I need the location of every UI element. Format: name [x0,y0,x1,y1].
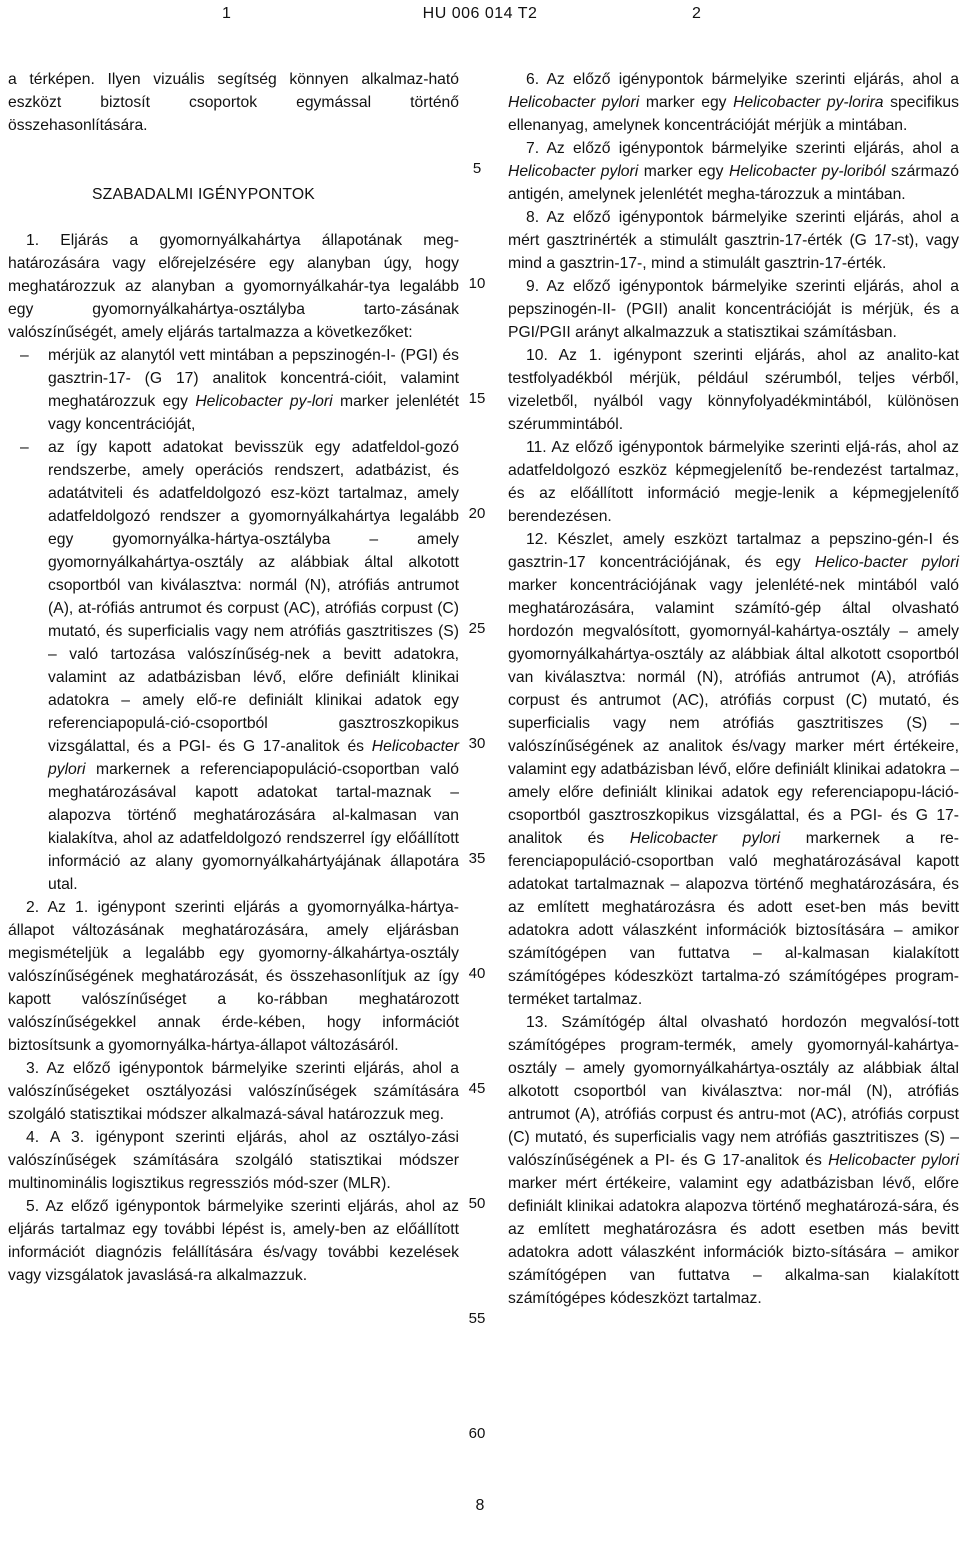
line-number: 50 [468,1195,486,1212]
claim-1-intro: 1. Eljárás a gyomornyálkahártya állapotának meg-határozására vagy előrejelzésére egy alanyban úgy, hogy meghatározzuk az alanyban a gyomornyálkahár-tya legalább egy gyomornyálkahártya-osztályba tarto-zásának valószínűségét, amely eljárás tartalmazza a következőket: [8,232,459,341]
claim-9: 9. Az előző igénypontok bármelyike szerinti eljárás, ahol a pepszinogén-II- (PGII) analit koncentrációját is mérjük, és a PGI/PGII arányt alkalmazzuk a statisztikai számításban. [508,278,959,341]
header-left-page-number: 1 [222,5,231,22]
line-number: 10 [468,275,486,292]
line-number: 5 [472,160,482,177]
left-column [8,68,459,1287]
claim-13: 13. Számítógép által olvasható hordozón megvalósí-tott számítógépes program-termék, amely gyomornyál-kahártya-osztály – amely gyomornyálkahártya-osztály az alábbiak által alkotott csoportból van kiválasztva: nor-mál (N), atrófiás antrumot (A), atrófiás corpust és antru-mot (AC), atrófiás corpust (C) mutató, és superficialis vagy nem atrófiás gasztritiszes (S) – valószínűségének a PI- és G 17-analitok és Helicobacter pylori marker mért értékeire, valamint egy adatbázisban lévő, előre definiált klinikai adatokra alapozva történő meghatározá-sára, és az említett meghatározásra és adott esetben más bevitt adatokra adott válaszként információk bizto-sítására – amikor számítógépen van futtatva – alkalma-san kialakított számítógépes kódeszközt tartalmaz. [508,1014,959,1307]
claim-11: 11. Az előző igénypontok bármelyike szerinti eljá-rás, ahol az adatfeldolgozó eszköz képmegjelenítő be-rendezést tartalmaz, és az előállított információ megje-lenik a képmegjelenítő berendezésen. [508,439,959,525]
footer-page-number: 8 [475,1497,485,1514]
claim-3: 3. Az előző igénypontok bármelyike szerinti eljárás, ahol a valószínűségeket osztályozási valószínűségek számítására szolgáló statisztikai módszer alkalmazá-sával határozzuk meg. [8,1060,459,1123]
line-number: 15 [468,390,486,407]
claim-5: 5. Az előző igénypontok bármelyike szerinti eljárás, ahol az eljárás tartalmaz egy további lépést is, amely-ben az előállított információt diagnózis felállítására és/vagy további kezelések vagy vizsgálatok javaslásá-ra alkalmazzuk. [8,1198,459,1284]
claim-6: 6. Az előző igénypontok bármelyike szerinti eljárás, ahol a Helicobacter pylori marker egy Helicobacter py-lorira specifikus ellenanyag, amelynek koncentrációját mérjük a mintában. [508,71,959,134]
claim-7: 7. Az előző igénypontok bármelyike szerinti eljárás, ahol a Helicobacter pylori marker egy Helicobacter py-loriból származó antigén, amelynek jelenlétét megha-tározzuk a mintában. [508,140,959,203]
page-header [0,0,960,38]
header-right-page-number: 2 [692,5,701,22]
line-number: 25 [468,620,486,637]
claim-12: 12. Készlet, amely eszközt tartalmaz a pepszino-gén-I és gasztrin-17 koncentrációjának, és egy Helico-bacter pylori marker koncentrációjának vagy jelenlété-nek mintából való meghatározására, valamint számító-gép által olvasható hordozón megvalósított, gyomornyál-kahártya-osztály – amely gyomornyálkahártya-osztály az alábbiak által alkotott csoportból van kiválasztva: normál (N), atrófiás antrumot (A), atrófiás corpust és antrumot (AC), atrófiás corpust (C) mutató, és superficialis vagy nem atrófiás gasztritiszes (S) – valószínűségének az analitok és/vagy marker mért értékeire, valamint egy adatbázisban lévő, előre definiált klinikai adatokra – amely előre definiált klinikai adatok egy referenciapopu-láció-csoportból gasztroszkopikus vizsgálattal, és a PGI- és G 17-analitok és Helicobacter pylori markernek a re-ferenciapopuláció-csoportban való meghatározásával kapott adatokat tartalmaznak – alapozva történő meghatározására, és az említett meghatározásra és adott eset-ben más bevitt adatokra adott válaszként információk biztosítására – amikor számítógépen van futtatva – al-kalmasan kialakított számítógépes kódeszközt tartalma-zó számítógépes program-terméket tartalmaz. [508,531,960,1008]
line-number: 40 [468,965,486,982]
right-column [508,68,959,1310]
claim-1-step-1: – mérjük az alanytól vett mintában a pepszinogén-I- (PGI) és gasztrin-17- (G 17) analitok koncentrá-cióit, valamint meghatározzuk egy Helicobacter py-lori marker jelenlétét vagy koncentrációját, [8,344,459,436]
claim-10: 10. Az 1. igénypont szerinti eljárás, ahol az analito-kat testfolyadékból mérjük, például szérumból, teljes vérből, vizeletből, nyálból vagy könnyfolyadékmintából, különösen szérummintából. [508,347,959,433]
line-number: 30 [468,735,486,752]
claim-2: 2. Az 1. igénypont szerinti eljárás a gyomornyálka-hártya-állapot változásának meghatározására, amely eljárásban megismételjük a legalább egy gyomorny-álkahártya-osztály valószínűségének meghatározását, és összehasonlítjuk az így kapott valószínűséget a ko-rábban meghatározott valószínűségekkel annak érde-kében, hogy információt biztosítsunk a gyomornyálka-hártya-állapot változásáról. [8,899,459,1054]
claim-1-step-2: – az így kapott adatokat bevisszük egy adatfeldol-gozó rendszerbe, amely operációs rendszert, adatbázist, és adatátviteli és adatfeldolgozó esz-közt tartalmaz, amely adatfeldolgozó rendszer a gyomornyálkahártya legalább egy gyomornyálka-hártya-osztályba – amely gyomornyálkahártya-osztály az alábbiak által alkotott csoportból van kiválasztva: normál (N), atrófiás antrumot (A), at-rófiás antrumot és corpust (AC), atrófiás corpust (C) mutató, és superficialis vagy nem atrófiás gasztritiszes (S) – való tartozása valószínűség-nek a bevitt adatokra, valamint az adatbázisban lévő, előre definiált klinikai adatokra – amely elő-re definiált klinikai adatok egy referenciapopulá-ció-csoportból gasztroszkopikus vizsgálattal, és a PGI- és G 17-analitok és Helicobacter pylori markernek a referenciapopuláció-csoportban való meghatározásával kapott adatokat tartal-maznak – alapozva történő meghatározására al-kalmasan van kialakítva, ahol az adatfeldolgozó rendszerrel így előállított információ az alany gyomornyálkahártyájának állapotára utal. [8,436,459,896]
intro-paragraph: a térképen. Ilyen vizuális segítség könnyen alkalmaz-ható eszközt biztosít csoportok egymással történő összehasonlítására. [8,71,459,134]
line-number: 60 [468,1425,486,1442]
header-document-id: HU 006 014 T2 [422,5,538,22]
claim-8: 8. Az előző igénypontok bármelyike szerinti eljárás, ahol a mért gasztrinérték a stimulált gasztrin-17-érték (G 17-st), vagy mind a gasztrin-17-, mind a stimulált gasztrin-17-érték. [508,209,959,272]
line-number: 20 [468,505,486,522]
claim-4: 4. A 3. igénypont szerinti eljárás, ahol az osztályo-zási valószínűségek számítására szolgáló statisztikai módszer multinominális logisztikus regressziós mód-szer (MLR). [8,1129,459,1192]
line-number: 55 [468,1310,486,1327]
line-number: 35 [468,850,486,867]
claims-heading: SZABADALMI IGÉNYPONTOK [92,186,315,203]
line-number: 45 [468,1080,486,1097]
